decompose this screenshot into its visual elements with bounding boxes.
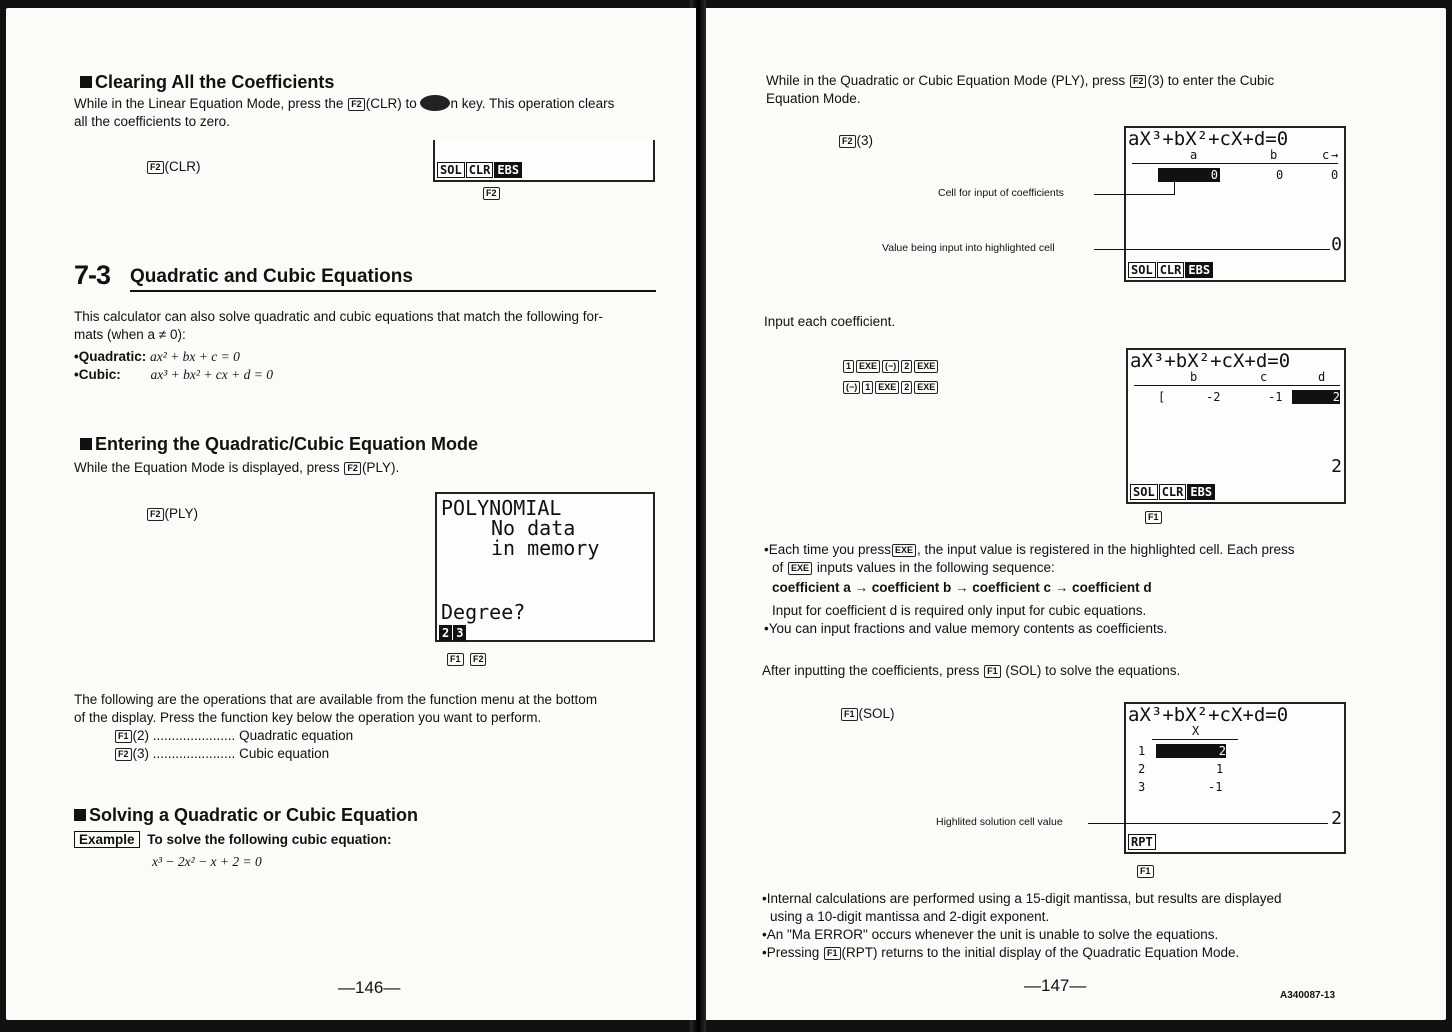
lcd-cell: -1 (1268, 390, 1283, 404)
lcd-input-value: 2 (1331, 456, 1342, 477)
key-neg: (−) (843, 381, 860, 394)
clear-step: F2 (CLR) (146, 158, 201, 176)
lcd-head: c (1260, 370, 1268, 384)
lcd-head: d (1318, 370, 1326, 384)
cubic-lcd (1124, 126, 1346, 282)
page-number: —147— (1024, 976, 1087, 995)
document-code: A340087-13 (1280, 990, 1336, 1001)
section-title: Quadratic and Cubic Equations (130, 266, 413, 287)
lcd-head: a (1190, 148, 1198, 162)
lcd-menu (1128, 831, 1157, 850)
f1-key: F1 (115, 730, 132, 743)
enter-text: While the Equation Mode is displayed, press F2 (PLY). (74, 460, 400, 475)
lcd-menu (439, 622, 467, 641)
coeff-lcd: aX³+bX²+cX+d=0 b c d [ -2 -1 2 2 SOL CLR EBS (1126, 348, 1346, 504)
f2-key: F2 (839, 135, 856, 148)
f1-key: F1 (984, 665, 1001, 678)
menu-clr: CLR (1159, 484, 1187, 500)
left-page (6, 8, 696, 1020)
lcd-cell: 0 (1331, 168, 1339, 182)
section-number: 7-3 (74, 260, 111, 290)
key-2: 2 (901, 381, 912, 394)
f2-key: F2 (344, 462, 361, 475)
row-index: 1 (1138, 744, 1146, 758)
lcd-head: X (1192, 724, 1200, 738)
key-2: 2 (901, 360, 912, 373)
clear-lcd (433, 140, 655, 182)
highlighted-cell: 2 (1292, 390, 1340, 404)
lcd-input-value: 0 (1331, 234, 1342, 255)
solution-lcd (1124, 702, 1346, 854)
example-equation: x³ − 2x² − x + 2 = 0 (152, 854, 262, 869)
notes: •Each time you press EXE , the input value is registered in the highlighted cell. Each press of EXE inputs values in the following sequence: coefficient a → coefficient b → coefficient c → coefficient d Input for coefficient d is required only input for cubic equations. •You can input fractions and value memory contents as coefficients. (764, 542, 1295, 636)
exe-key: EXE (788, 562, 812, 575)
solve-text: After inputting the coefficients, press F1 (SOL) to solve the equations. (762, 663, 1181, 678)
key-1: 1 (843, 360, 854, 373)
solve-step: F1 (SOL) (840, 705, 895, 723)
menu-3: 3 (453, 625, 466, 641)
exe-key: EXE (892, 544, 916, 557)
key-neg: (−) (882, 360, 899, 373)
lcd-cell: 1 (1216, 762, 1224, 776)
page-number: —146— (338, 978, 401, 997)
lcd-line: POLYNOMIAL (441, 496, 562, 520)
lcd-prompt: Degree? (441, 600, 526, 624)
f2-key: F2 (348, 98, 365, 111)
lcd-line: No data (491, 516, 576, 540)
f2-key: F2 (147, 161, 164, 174)
lcd-head: b (1270, 148, 1278, 162)
key-exe: EXE (856, 360, 880, 373)
key-exe: EXE (914, 381, 938, 394)
menu-ebs: EBS (494, 162, 522, 178)
f2-key: F2 (470, 653, 487, 666)
lcd-cell: 0 (1276, 168, 1284, 182)
lcd-solution-value: 2 (1331, 808, 1342, 829)
arrow-icon: → (1331, 148, 1339, 162)
polynomial-lcd (435, 492, 655, 642)
right-page (706, 8, 1446, 1020)
clear-lcd-menu (437, 159, 523, 178)
highlighted-cell: 2 (1156, 744, 1226, 758)
menu-rpt: RPT (1128, 834, 1156, 850)
lcd-title: aX³+bX²+cX+d=0 (1128, 128, 1289, 150)
enter-step: F2 (PLY) (146, 505, 198, 523)
menu-sol: SOL (1130, 484, 1158, 500)
menu-sol: SOL (1128, 262, 1156, 278)
lcd-title: aX³+bX²+cX+d=0 (1128, 704, 1289, 726)
menu-ebs: EBS (1187, 484, 1215, 500)
menu-ebs: EBS (1185, 262, 1213, 278)
ops-item: F2 (3) ...................... Cubic equation (114, 745, 674, 763)
lcd-head: c (1322, 148, 1330, 162)
lcd-cell: -2 (1206, 390, 1221, 404)
lcd-line: in memory (491, 536, 600, 560)
footnotes: •Internal calculations are performed using a 15-digit mantissa, but results are displayed using a 10-digit mantissa and 2-digit exponent. •An "Ma ERROR" occurs whenever the unit is unable to solve the equations. •Pressing F1 (RPT) returns to the initial display of the Quadratic Equation Mode. (762, 891, 1282, 960)
menu-clr: CLR (466, 162, 494, 178)
key-exe: EXE (875, 381, 899, 394)
row-index: 3 (1138, 780, 1146, 794)
ink-blot (420, 95, 450, 111)
input-heading: Input each coefficient. (764, 314, 896, 329)
section-header (74, 260, 656, 294)
f1-key: F1 (1145, 511, 1162, 524)
key-exe: EXE (914, 360, 938, 373)
lcd-head: b (1190, 370, 1198, 384)
callout-solution: Highlited solution cell value (936, 816, 1063, 828)
highlighted-cell: 0 (1158, 168, 1220, 182)
ops-item: F1 (2) ...................... Quadratic equation (114, 727, 674, 745)
menu-2: 2 (439, 625, 452, 641)
key-1: 1 (862, 381, 873, 394)
f1-key: F1 (1137, 865, 1154, 878)
f1-key: F1 (824, 947, 841, 960)
lcd-cell: -1 (1208, 780, 1223, 794)
callout-input-value: Value being input into highlighted cell (882, 242, 1055, 254)
intro-text: This calculator can also solve quadratic and cubic equations that match the following for- mats (when a ≠ 0): •Quadratic: ax² + bx + c = 0 •Cubic: ax³ + bx² + cx + d = 0 (74, 309, 604, 382)
f2-key: F2 (115, 748, 132, 761)
key-sequence (842, 357, 939, 396)
f2-key: F2 (147, 508, 164, 521)
menu-sol: SOL (437, 162, 465, 178)
f2-key: F2 (1130, 75, 1147, 88)
menu-clr: CLR (1157, 262, 1185, 278)
f1-key: F1 (447, 653, 464, 666)
enter-heading: Entering the Quadratic/Cubic Equation Mode (80, 434, 478, 455)
lcd-menu (1128, 259, 1214, 278)
clear-heading: Clearing All the Coefficients (80, 72, 334, 93)
mode-step: F2 (3) (838, 132, 873, 150)
callout-input-cell: Cell for input of coefficients (938, 187, 1064, 199)
lcd-title: aX³+bX²+cX+d=0 (1130, 350, 1291, 372)
row-index: 2 (1138, 762, 1146, 776)
example: Example To solve the following cubic equation: (74, 831, 392, 849)
mode-text: While in the Quadratic or Cubic Equation Mode (PLY), press F2 (3) to enter the Cubic Equation Mode. (766, 73, 1275, 106)
f2-key: F2 (483, 187, 500, 200)
lcd-menu (1130, 481, 1216, 500)
f1-key: F1 (841, 708, 858, 721)
clear-text: While in the Linear Equation Mode, press the F2 (CLR) to n key. This operation clears all the coefficients to zero. (74, 96, 615, 129)
solving-heading: Solving a Quadratic or Cubic Equation (74, 805, 418, 826)
ops-text: The following are the operations that are available from the function menu at the bottom of the display. Press the function key below the operation you want to perform. F1 (2) ...................... Quadratic equation F2 (3) ...................... Cubic equation (74, 691, 674, 763)
example-badge: Example (74, 831, 140, 848)
